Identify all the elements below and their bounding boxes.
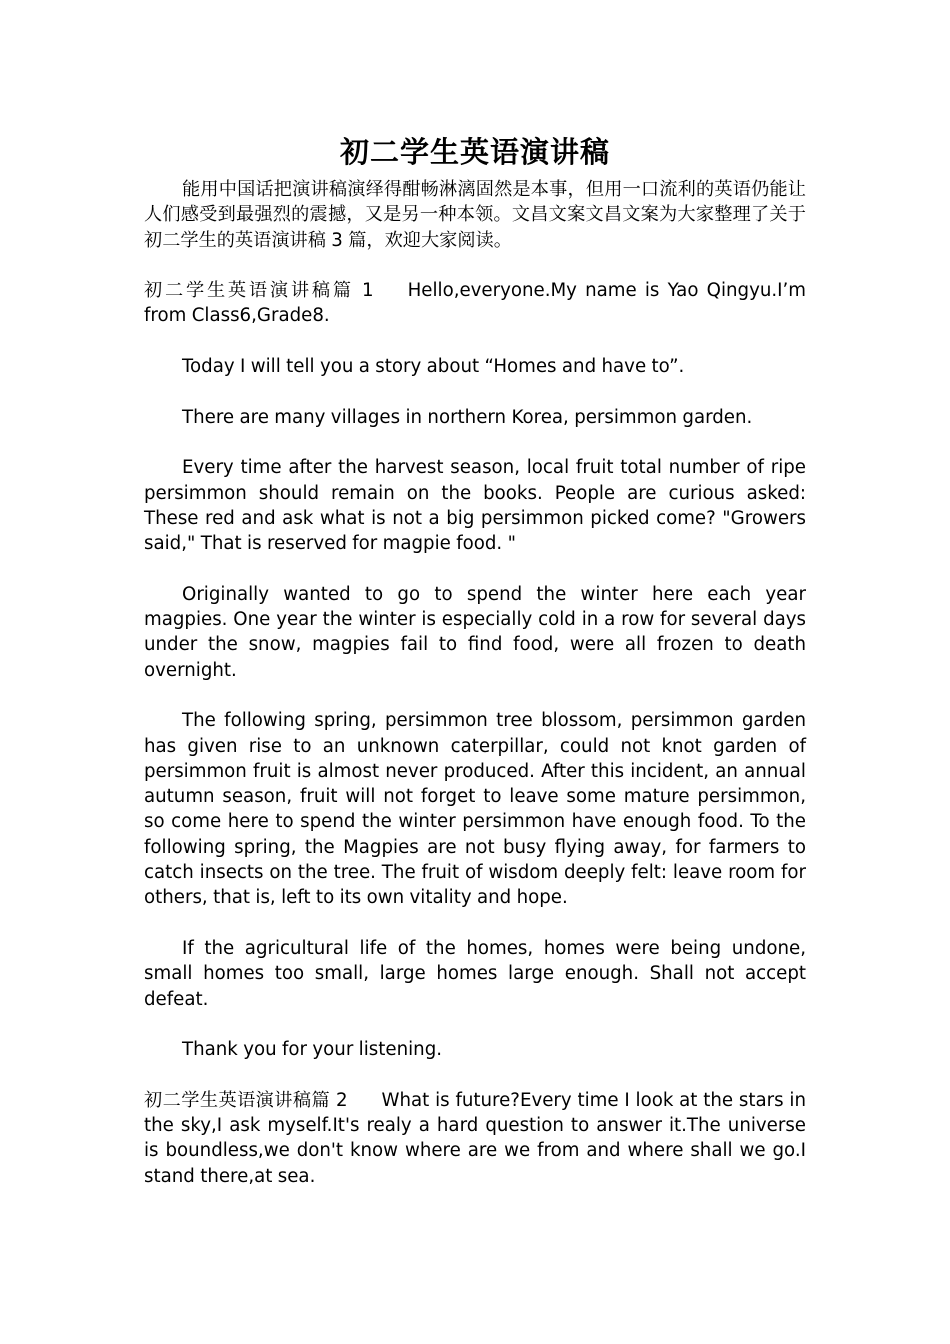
spacer: [144, 683, 806, 708]
section-1-opening: [144, 278, 806, 329]
spacer: [144, 430, 806, 455]
spacer: [144, 379, 806, 404]
section-1-first-line: Hello,everyone.My name is Yao Qingyu.I’m from Class6,Grade8.: [144, 280, 807, 327]
section-1-closing: Thank you for your listening.: [182, 1039, 443, 1061]
section-2-first-line: What is future?Every time I look at the stars in the sky,I ask myself.It's realy a hard question to answer it.The universe is boundless,we don't know where are we from and where shall we go.I stand there,at sea.: [144, 1089, 806, 1187]
section-1-paragraph: Originally wanted to go to spend the winter here each year magpies. One year the winter is especially cold in a row for several days under the snow, magpies fail to find food, were all frozen to death overnight.: [144, 583, 806, 681]
spacer: [144, 1012, 806, 1037]
section-1-paragraph: The following spring, persimmon tree blossom, persimmon garden has given rise to an unknown caterpillar, could not knot garden of persimmon fruit is almost never produced. After this incident, an annual autumn season, fruit will not forget to leave some mature persimmon, so come here to spend the winter persimmon have enough food. To the following spring, the Magpies are not busy flying away, for farmers to catch insects on the tree. The fruit of wisdom deeply felt: leave room for others, that is, left to its own vitality and hope.: [144, 710, 806, 909]
section-2-opening: [144, 1088, 806, 1189]
section-2-heading: 初二学生英语演讲稿篇 2: [144, 1089, 348, 1111]
section-1-paragraph: Today I will tell you a story about “Homes and have to”.: [182, 356, 685, 378]
document-page: [144, 130, 806, 1189]
section-1-heading: 初二学生英语演讲稿篇 1: [144, 280, 374, 302]
intro-paragraph: 能用中国话把演讲稿演绎得酣畅淋漓固然是本事，但用一口流利的英语仍能让人们感受到最强烈的震撼，又是另一种本领。文昌文案文昌文案为大家整理了关于初二学生的英语演讲稿 3 篇，欢迎大家阅读。: [144, 179, 806, 251]
spacer: [144, 1062, 806, 1087]
spacer: [144, 911, 806, 936]
section-1-paragraph: Every time after the harvest season, local fruit total number of ripe persimmon should remain on the books. People are curious asked: These red and ask what is not a big persimmon picked come? "Growers said," That is reserved for magpie food. ": [144, 457, 806, 555]
document-title: 初二学生英语演讲稿: [339, 135, 610, 169]
spacer: [144, 556, 806, 581]
section-1-paragraph: If the agricultural life of the homes, homes were being undone, small homes too small, large homes large enough. Shall not accept defeat.: [144, 937, 806, 1010]
section-1-paragraph: There are many villages in northern Korea, persimmon garden.: [182, 406, 753, 428]
spacer: [144, 329, 806, 354]
spacer: [144, 253, 806, 278]
